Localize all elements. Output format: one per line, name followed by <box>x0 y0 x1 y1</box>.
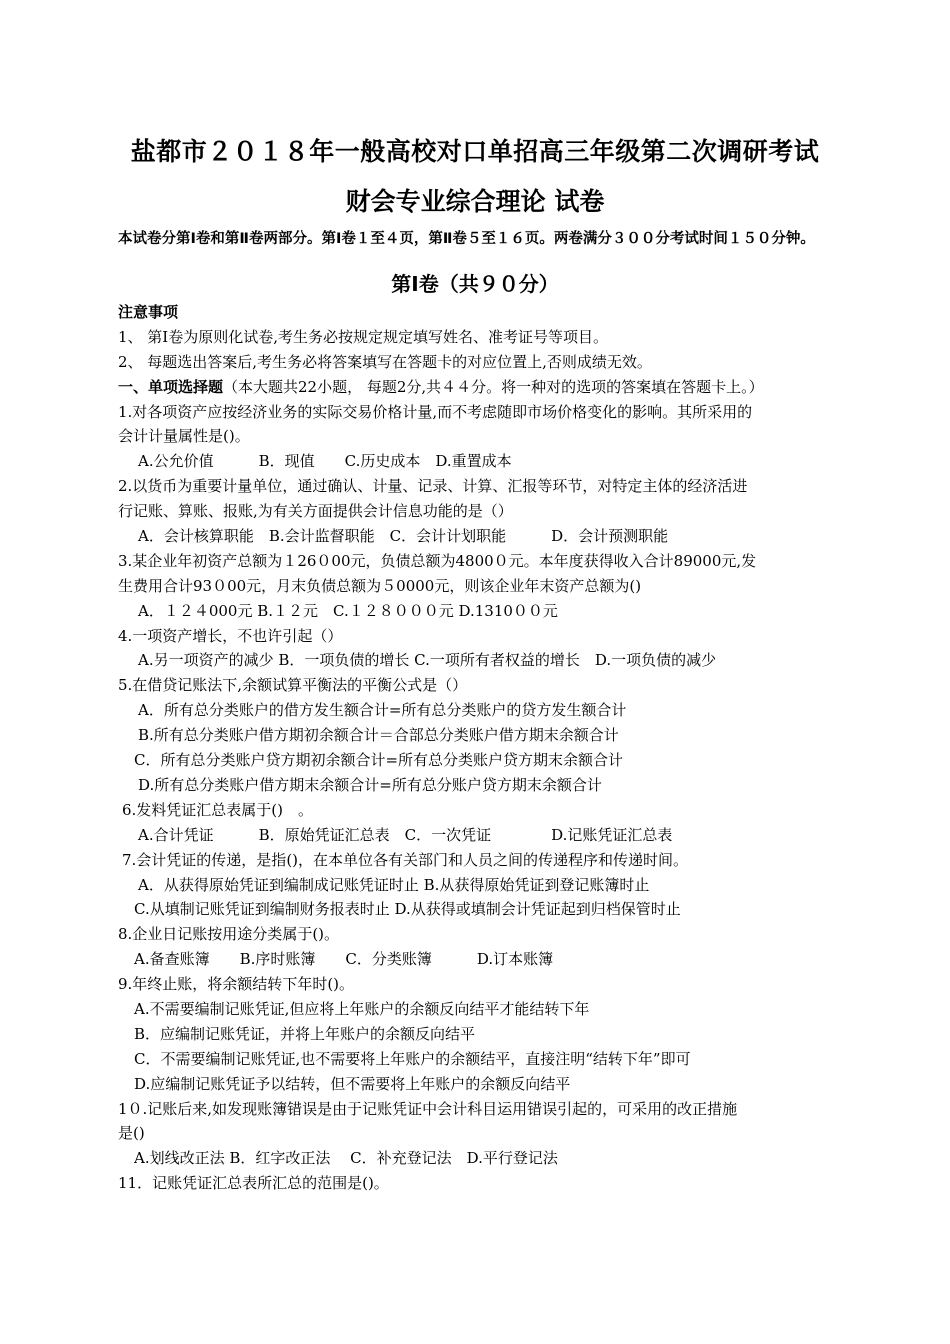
section-heading <box>118 375 838 400</box>
question-line: 6.发料凭证汇总表属于() 。 <box>122 800 314 819</box>
question-line: 2.以货币为重要计量单位，通过确认、计量、记录、计算、汇报等环节，对特定主体的经济活进 <box>118 477 748 496</box>
question-line: 1０.记账后来,如发现账簿错误是由于记账凭证中会计科目运用错误引起的，可采用的改正措施 <box>118 1099 738 1118</box>
question-line: D.应编制记账凭证予以结转，但不需要将上年账户的余额反向结平 <box>134 1074 571 1093</box>
exam-title: 盐都市２０１８年一般高校对口单招高三年级第二次调研考试 <box>130 137 820 166</box>
question-line: 9.年终止账，将余额结转下年时()。 <box>118 975 355 994</box>
part-heading: 第Ⅰ卷（共９０分） <box>391 272 559 296</box>
question-line: 行记账、算账、报账,为有关方面提供会计信息功能的是（） <box>118 502 513 521</box>
note-item: 1、 第Ⅰ卷为原则化试卷,考生务必按规定规定填写姓名、准考证号等项目。 <box>118 327 609 346</box>
question-line: 8.企业日记账按用途分类属于()。 <box>118 925 340 944</box>
question-line: A.另一项资产的减少 B．一项负债的增长 C.一项所有者权益的增长 D.一项负债的减少 <box>138 651 717 670</box>
question-line: A．会计核算职能 B.会计监督职能 C．会计计划职能 D．会计预测职能 <box>138 527 669 546</box>
question-line: A.公允价值 B．现值 C.历史成本 D.重置成本 <box>138 452 512 471</box>
question-line: A．１２４000元 B.１２元 C.１２８０００元 D.1310００元 <box>138 601 558 620</box>
question-line: A.备查账簿 B.序时账簿 C．分类账簿 D.订本账簿 <box>134 950 554 969</box>
question-lines <box>118 400 838 1197</box>
question-line: A.合计凭证 B．原始凭证汇总表 C．一次凭证 D.记账凭证汇总表 <box>138 825 673 844</box>
question-line: 11．记账凭证汇总表所汇总的范围是()。 <box>118 1174 389 1193</box>
question-line: A．所有总分类账户的借方发生额合计=所有总分类账户的贷方发生额合计 <box>138 701 627 720</box>
section-desc: （本大题共22小题， 每题2分,共４４分。将一种对的选项的答案填在答题卡上。） <box>223 377 764 396</box>
question-line: 3.某企业年初资产总额为１26０00元，负债总额为4800０元。本年度获得收入合计89000元,发 <box>118 551 757 570</box>
question-line: 会计计量属性是()。 <box>118 427 250 446</box>
question-line: D.所有总分类账户借方期末余额合计=所有总分账户贷方期末余额合计 <box>138 775 602 794</box>
question-line: C.从填制记账凭证到编制财务报表时止 D.从获得或填制会计凭证起到归档保管时止 <box>134 900 681 919</box>
question-line: A.不需要编制记账凭证,但应将上年账户的余额反向结平才能结转下年 <box>134 999 590 1018</box>
question-line: 是() <box>118 1124 145 1143</box>
question-line: 1.对各项资产应按经济业务的实际交易价格计量,而不考虑随即市场价格变化的影响。其所采用的 <box>118 402 753 421</box>
question-line: B．应编制记账凭证，并将上年账户的余额反向结平 <box>134 1024 476 1043</box>
question-line: 5.在借贷记账法下,余额试算平衡法的平衡公式是（） <box>118 676 468 695</box>
exam-body <box>118 300 838 1196</box>
question-line: C．不需要编制记账凭证,也不需要将上年账户的余额结平，直接注明“结转下年”即可 <box>134 1049 691 1068</box>
question-line: 生费用合计93０00元，月末负债总额为５0000元，则该企业年末资产总额为() <box>118 576 642 595</box>
question-line: 7.会计凭证的传递，是指()，在本单位各有关部门和人员之间的传递程序和传递时间。 <box>122 850 689 869</box>
notes-heading: 注意事项 <box>118 303 179 321</box>
section-title: 一、单项选择题 <box>118 377 224 396</box>
exam-intro: 本试卷分第Ⅰ卷和第Ⅱ卷两部分。第Ⅰ卷１至４页，第Ⅱ卷５至１６页。两卷满分３００分考试时间１５０分钟。 <box>118 231 815 247</box>
question-line: A．从获得原始凭证到编制成记账凭证时止 B.从获得原始凭证到登记账簿时止 <box>138 875 650 894</box>
question-line: B.所有总分类账户借方期初余额合计＝合部总分类账户借方期末余额合计 <box>138 726 619 745</box>
question-line: A.划线改正法 B．红字改正法 C．补充登记法 D.平行登记法 <box>134 1149 558 1168</box>
exam-subtitle: 财会专业综合理论 试卷 <box>345 187 605 216</box>
question-line: C．所有总分类账户贷方期初余额合计=所有总分类账户贷方期末余额合计 <box>134 751 624 770</box>
note-item: 2、 每题选出答案后,考生务必将答案填写在答题卡的对应位置上,否则成绩无效。 <box>118 352 652 371</box>
question-line: 4.一项资产增长，不也许引起（） <box>118 626 343 645</box>
